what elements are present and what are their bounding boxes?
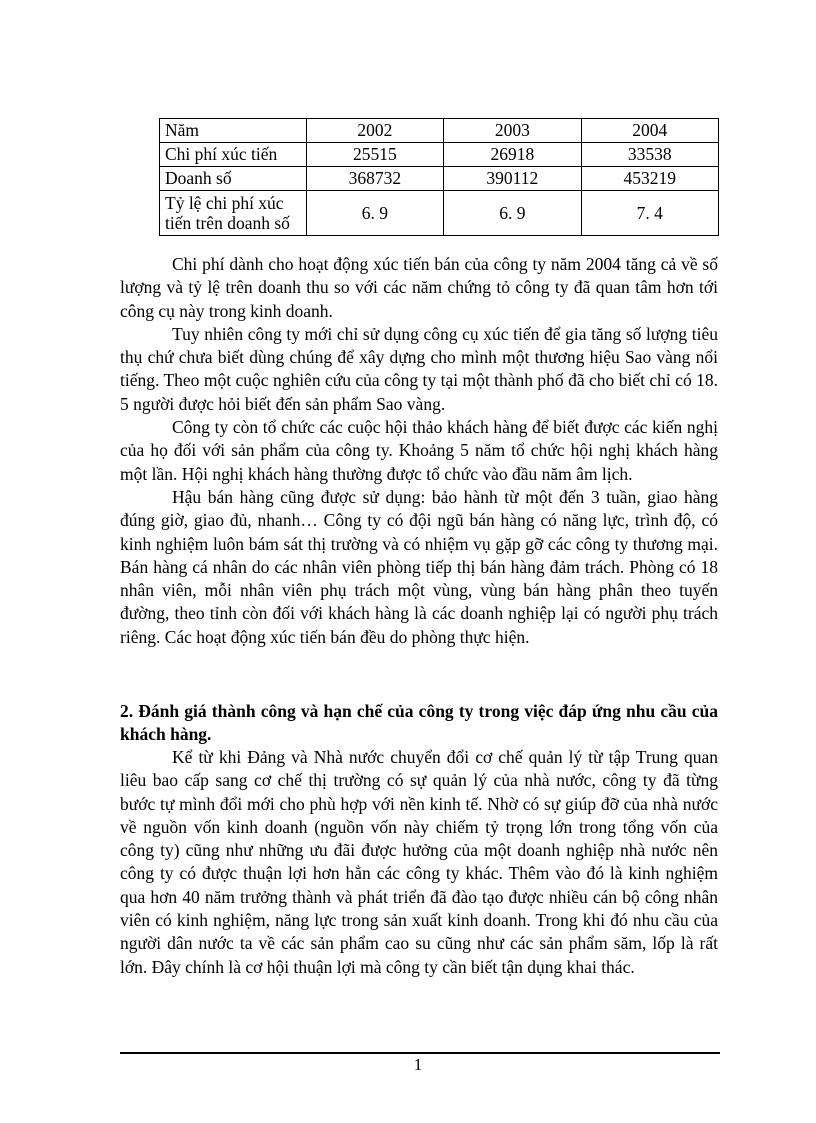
paragraph: Hậu bán hàng cũng được sử dụng: bảo hành từ một đến 3 tuần, giao hàng đúng giờ, giao đủ, nhanh… Công ty có đội ngũ bán hàng có năng lực, trình độ, có kinh nghiệm luôn bám sát thị trường và có nhiệm vụ gặp gỡ các công ty thương mại. Bán hàng cá nhân do các nhân viên phòng tiếp thị bán hàng đảm trách. Phòng có 18 nhân viên, mỗi nhân viên phụ trách một vùng, vùng bán hàng phân theo tuyến đường, theo tỉnh còn đối với khách hàng là các doanh nghiệp lại có người phụ trách riêng. Các hoạt động xúc tiến bán đều do phòng thực hiện. [120,486,718,647]
page-number: 1 [413,1055,423,1074]
table-cell: Năm [160,119,307,143]
table-cell: Doanh số [160,167,307,191]
table-cell: 390112 [444,167,581,191]
table-cell-line: Tỷ lệ chi phí xúc [165,193,284,213]
body-section-top [120,253,718,649]
paragraph: Chi phí dành cho hoạt động xúc tiến bán của công ty năm 2004 tăng cả về số lượng và tỷ lệ trên doanh thu so với các năm chứng tỏ công ty đã quan tâm hơn tới công cụ này trong kinh doanh. [120,254,718,321]
table-cell: 2004 [581,119,718,143]
table-cell: 2002 [306,119,443,143]
paragraph: Kể từ khi Đảng và Nhà nước chuyển đổi cơ chế quản lý từ tập Trung quan liêu bao cấp sang cơ chế thị trường có sự quản lý của nhà nước, công ty đã từng bước tự mình đổi mới cho phù hợp với nền kinh tế. Nhờ có sự giúp đỡ của nhà nước về nguồn vốn kinh doanh (nguồn vốn này chiếm tỷ trọng lớn trong tổng vốn của công ty) cũng như những ưu đãi được hưởng của một doanh nghiệp nhà nước nên công ty có được thuận lợi hơn hẳn các công ty khác. Thêm vào đó là kinh nghiệm qua hơn 40 năm trưởng thành và phát triển đã đào tạo được nhiều cán bộ công nhân viên có kinh nghiệm, năng lực trong sản xuất kinh doanh. Trong khi đó nhu cầu của người dân nước ta về các sản phẩm cao su cũng như các sản phẩm săm, lốp là rất lớn. Đây chính là cơ hội thuận lợi mà công ty cần biết tận dụng khai thác. [120,747,718,977]
paragraph: Công ty còn tổ chức các cuộc hội thảo khách hàng để biết được các kiến nghị của họ đối với sản phẩm của công ty. Khoảng 5 năm tổ chức hội nghị khách hàng một lần. Hội nghị khách hàng thường được tổ chức vào đầu năm âm lịch. [120,417,718,484]
table-row [160,191,719,236]
footer-divider [120,1052,720,1054]
table-cell: 6. 9 [306,191,443,236]
table-cell: 33538 [581,143,718,167]
table-cell: 453219 [581,167,718,191]
table-cell: 6. 9 [444,191,581,236]
table-row [160,143,719,167]
promotion-cost-table [159,118,719,236]
table-row [160,167,719,191]
paragraph: Tuy nhiên công ty mới chỉ sử dụng công cụ xúc tiến để gia tăng số lượng tiêu thụ chứ chưa biết dùng chúng để xây dựng cho mình một thương hiệu Sao vàng nổi tiếng. Theo một cuộc nghiên cứu của công ty tại một thành phố đã cho biết chỉ có 18. 5 người được hỏi biết đến sản phẩm Sao vàng. [120,323,718,414]
table-header-row [160,119,719,143]
section-heading: 2. Đánh giá thành công và hạn chế của công ty trong việc đáp ứng nhu cầu của khách hàng. [120,701,718,745]
table-cell-line: tiến trên doanh số [165,213,290,233]
table-cell: 26918 [444,143,581,167]
table-cell: 2003 [444,119,581,143]
table-cell: 368732 [306,167,443,191]
body-section-bottom [120,746,718,979]
table-cell: 7. 4 [581,191,718,236]
table-cell: Chi phí xúc tiến [160,143,307,167]
table-cell [160,191,307,236]
table-cell: 25515 [306,143,443,167]
